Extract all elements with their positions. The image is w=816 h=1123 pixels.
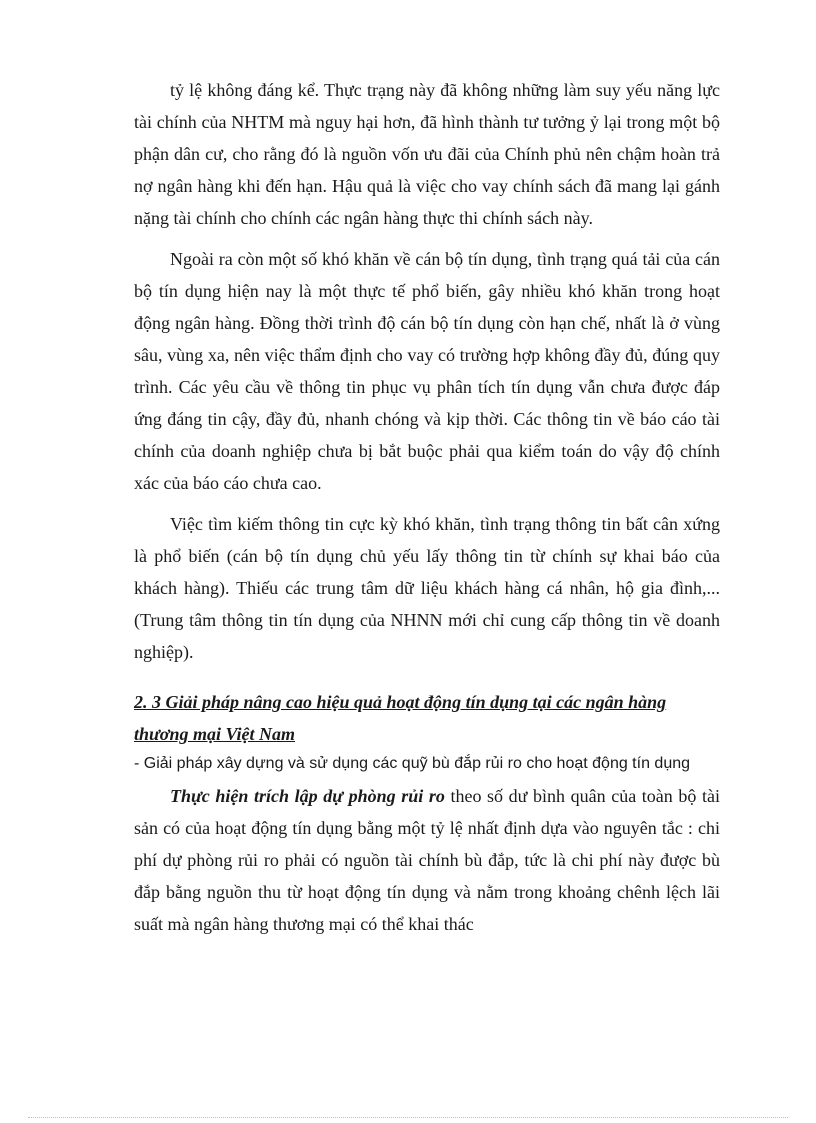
paragraph-4-text: theo số dư bình quân của toàn bộ tài sản có của hoạt động tín dụng bằng một tỷ lệ nhất định dựa vào nguyên tắc : chi phí dự phòng rủi ro phải có nguồn tài chính bù đắp, tức là chi phí này được bù đắp bằng nguồn thu từ hoạt động tín dụng và nằm trong khoảng chênh lệch lãi suất mà ngân hàng thương mại có thể khai thác — [134, 786, 720, 934]
paragraph-3: Việc tìm kiếm thông tin cực kỳ khó khăn, tình trạng thông tin bất cân xứng là phổ biến (cán bộ tín dụng chủ yếu lấy thông tin từ chính sự khai báo của khách hàng). Thiếu các trung tâm dữ liệu khách hàng cá nhân, hộ gia đình,... (Trung tâm thông tin tín dụng của NHNN mới chỉ cung cấp thông tin về doanh nghiệp). — [134, 514, 720, 662]
paragraph-4 — [134, 780, 720, 940]
paragraph-1: tỷ lệ không đáng kể. Thực trạng này đã không những làm suy yếu năng lực tài chính của NHTM mà nguy hại hơn, đã hình thành tư tưởng ỷ lại trong một bộ phận dân cư, cho rằng đó là nguồn vốn ưu đãi của Chính phủ nên chậm hoàn trả nợ ngân hàng khi đến hạn. Hậu quả là việc cho vay chính sách đã mang lại gánh nặng tài chính cho chính các ngân hàng thực thi chính sách này. — [134, 80, 720, 228]
paragraph-2: Ngoài ra còn một số khó khăn về cán bộ tín dụng, tình trạng quá tải của cán bộ tín dụng hiện nay là một thực tế phổ biến, gây nhiều khó khăn trong hoạt động ngân hàng. Đồng thời trình độ cán bộ tín dụng còn hạn chế, nhất là ở vùng sâu, vùng xa, nên việc thẩm định cho vay có trường hợp không đầy đủ, đúng quy trình. Các yêu cầu về thông tin phục vụ phân tích tín dụng vẫn chưa được đáp ứng đáng tin cậy, đầy đủ, nhanh chóng và kịp thời. Các thông tin về báo cáo tài chính của doanh nghiệp chưa bị bắt buộc phải qua kiểm toán do vậy độ chính xác của báo cáo chưa cao. — [134, 249, 720, 493]
document-page — [134, 74, 720, 949]
emphasis-text: Thực hiện trích lập dự phòng rủi ro — [170, 786, 445, 806]
page-bottom-rule — [28, 1117, 788, 1118]
bullet-item: - Giải pháp xây dựng và sử dụng các quỹ bù đắp rủi ro cho hoạt động tín dụng — [134, 755, 691, 772]
section-heading: 2. 3 Giải pháp nâng cao hiệu quả hoạt động tín dụng tại các ngân hàng thương mại Việt Nam — [134, 692, 667, 744]
